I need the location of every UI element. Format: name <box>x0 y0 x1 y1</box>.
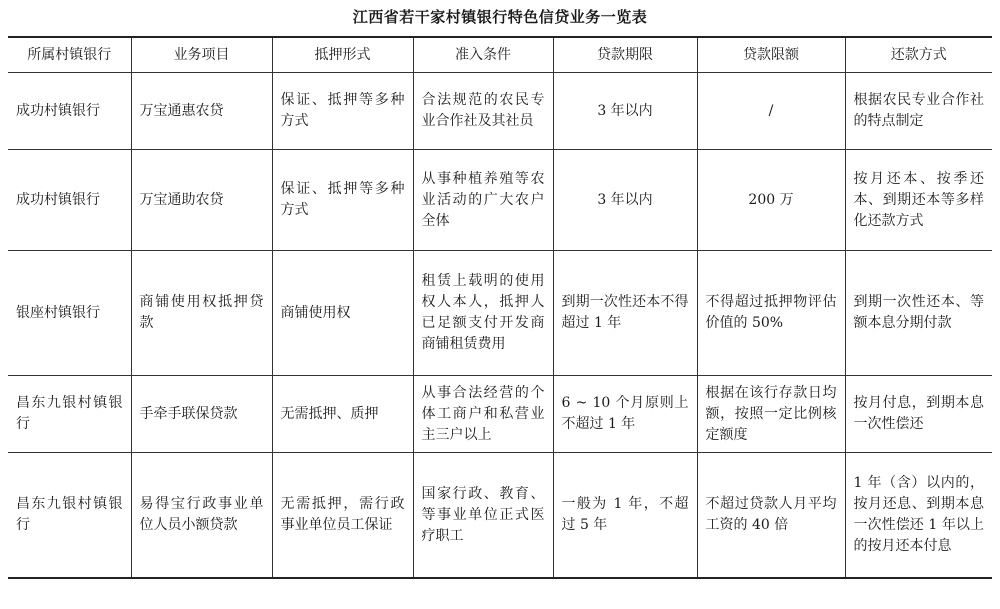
header-repayment: 还款方式 <box>845 37 992 73</box>
cell-product: 万宝通惠农贷 <box>131 73 272 150</box>
cell-limit: 不得超过抵押物评估价值的 50% <box>697 251 845 376</box>
cell-bank: 昌东九银村镇银行 <box>8 453 131 579</box>
cell-eligibility: 租赁上载明的使用权人本人，抵押人已足额支付开发商商铺租赁费用 <box>413 251 553 376</box>
cell-repayment: 1 年（含）以内的，按月还息、到期本息一次性偿还 1 年以上的按月还本付息 <box>845 453 992 579</box>
header-limit: 贷款限额 <box>697 37 845 73</box>
header-term: 贷款期限 <box>553 37 697 73</box>
cell-product: 手牵手联保贷款 <box>131 376 272 453</box>
cell-product: 易得宝行政事业单位人员小额贷款 <box>131 453 272 579</box>
cell-limit: / <box>697 73 845 150</box>
header-product: 业务项目 <box>131 37 272 73</box>
table-row <box>8 251 992 376</box>
cell-term: 3 年以内 <box>553 73 697 150</box>
cell-collateral: 保证、抵押等多种方式 <box>272 73 413 150</box>
table-header-row <box>8 37 992 73</box>
cell-collateral: 商铺使用权 <box>272 251 413 376</box>
table-row <box>8 376 992 453</box>
cell-eligibility: 国家行政、教育、等事业单位正式医疗职工 <box>413 453 553 579</box>
cell-product: 万宝通助农贷 <box>131 150 272 251</box>
cell-repayment: 按月还本、按季还本、到期还本等多样化还款方式 <box>845 150 992 251</box>
cell-limit: 不超过贷款人月平均工资的 40 倍 <box>697 453 845 579</box>
cell-term: 3 年以内 <box>553 150 697 251</box>
cell-collateral: 无需抵押，需行政事业单位员工保证 <box>272 453 413 579</box>
cell-limit: 根据在该行存款日均额，按照一定比例核定额度 <box>697 376 845 453</box>
cell-eligibility: 从事合法经营的个体工商户和私营业主三户以上 <box>413 376 553 453</box>
cell-term: 一般为 1 年，不超过 5 年 <box>553 453 697 579</box>
cell-limit: 200 万 <box>697 150 845 251</box>
header-eligibility: 准入条件 <box>413 37 553 73</box>
cell-eligibility: 合法规范的农民专业合作社及其社员 <box>413 73 553 150</box>
table-row <box>8 453 992 579</box>
cell-term: 到期一次性还本不得超过 1 年 <box>553 251 697 376</box>
cell-repayment: 到期一次性还本、等额本息分期付款 <box>845 251 992 376</box>
cell-repayment: 按月付息，到期本息一次性偿还 <box>845 376 992 453</box>
table-title: 江西省若干家村镇银行特色信贷业务一览表 <box>352 8 648 26</box>
table-row <box>8 73 992 150</box>
cell-bank: 成功村镇银行 <box>8 150 131 251</box>
cell-collateral: 保证、抵押等多种方式 <box>272 150 413 251</box>
loan-products-table <box>8 36 992 579</box>
cell-bank: 成功村镇银行 <box>8 73 131 150</box>
cell-repayment: 根据农民专业合作社的特点制定 <box>845 73 992 150</box>
cell-term: 6 ~ 10 个月原则上不超过 1 年 <box>553 376 697 453</box>
header-collateral: 抵押形式 <box>272 37 413 73</box>
cell-product: 商铺使用权抵押贷款 <box>131 251 272 376</box>
cell-bank: 昌东九银村镇银行 <box>8 376 131 453</box>
table-row <box>8 150 992 251</box>
cell-bank: 银座村镇银行 <box>8 251 131 376</box>
cell-eligibility: 从事种植养殖等农业活动的广大农户全体 <box>413 150 553 251</box>
cell-collateral: 无需抵押、质押 <box>272 376 413 453</box>
header-bank: 所属村镇银行 <box>8 37 131 73</box>
